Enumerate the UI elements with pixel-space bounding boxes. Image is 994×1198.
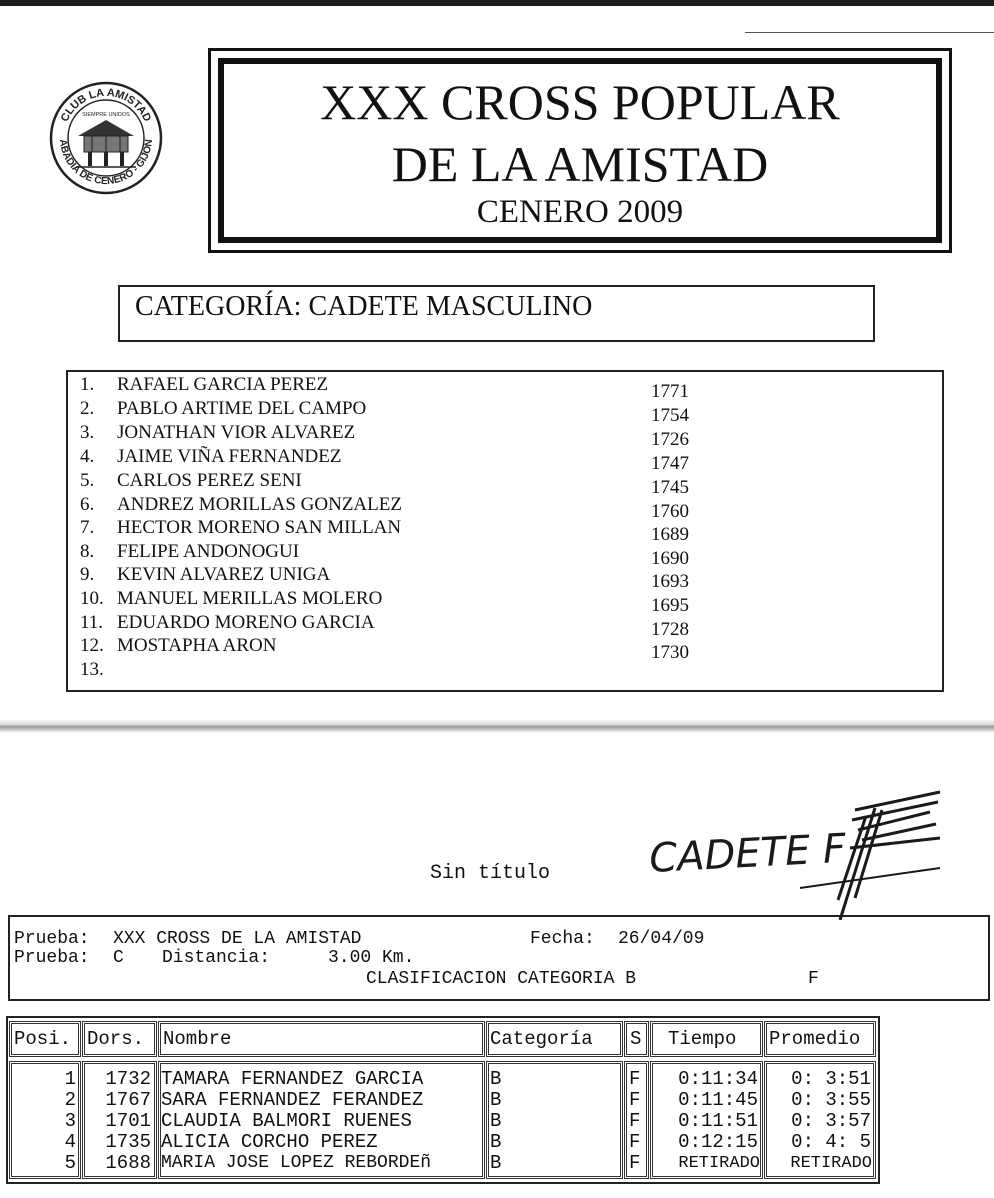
header-s: S bbox=[630, 1028, 642, 1050]
prueba-label: Prueba: bbox=[14, 929, 90, 949]
list-item: 3. JONATHAN VIOR ALVAREZ 1726 bbox=[80, 422, 689, 450]
list-item: 13. bbox=[80, 659, 104, 680]
svg-text:CADETE F: CADETE F bbox=[648, 825, 848, 882]
header-posi: Posi. bbox=[14, 1028, 72, 1050]
prueba2-label: Prueba: bbox=[14, 948, 90, 968]
distancia-value: 3.00 Km. bbox=[328, 948, 415, 968]
list-item: 5. CARLOS PEREZ SENI 1745 bbox=[80, 470, 689, 498]
list-item: 12. MOSTAPHA ARON 1730 bbox=[80, 635, 689, 663]
logo-ring-bottom: ABADIA DE CENERO - GIJON bbox=[56, 138, 156, 188]
scan-edge-top bbox=[0, 0, 994, 6]
header-tiempo: Tiempo bbox=[668, 1028, 737, 1050]
category-label: CATEGORÍA: CADETE MASCULINO bbox=[135, 291, 593, 322]
body-cell-categoria bbox=[486, 1061, 623, 1179]
event-title-line1: XXX CROSS POPULAR bbox=[320, 74, 840, 130]
logo-motto: SIEMPRE UNIDOS bbox=[82, 112, 130, 118]
list-item: 4. JAIME VIÑA FERNANDEZ 1747 bbox=[80, 446, 689, 474]
header-promedio: Promedio bbox=[769, 1028, 861, 1050]
scan-line bbox=[745, 32, 994, 33]
prueba-name: XXX CROSS DE LA AMISTAD bbox=[113, 929, 362, 949]
event-title-line2: DE LA AMISTAD bbox=[391, 136, 769, 192]
printout-page-title: Sin título bbox=[430, 862, 551, 885]
list-item: 9. KEVIN ALVAREZ UNIGA 1693 bbox=[80, 564, 689, 592]
list-item: 1. RAFAEL GARCIA PEREZ 1771 bbox=[80, 374, 689, 402]
page-fold-shadow bbox=[0, 719, 994, 733]
header-nombre: Nombre bbox=[163, 1028, 232, 1050]
distancia-label: Distancia: bbox=[162, 948, 271, 968]
fecha-label: Fecha: bbox=[530, 929, 595, 949]
club-logo bbox=[48, 74, 164, 202]
handwritten-note bbox=[640, 780, 960, 920]
logo-ring-top: CLUB LA AMISTAD bbox=[58, 86, 154, 124]
list-item: 11. EDUARDO MORENO GARCIA 1728 bbox=[80, 612, 689, 640]
list-item: 7. HECTOR MORENO SAN MILLAN 1689 bbox=[80, 517, 689, 545]
list-item: 10. MANUEL MERILLAS MOLERO 1695 bbox=[80, 588, 689, 616]
clasificacion-sex: F bbox=[808, 969, 819, 989]
list-item: 2. PABLO ARTIME DEL CAMPO 1754 bbox=[80, 398, 689, 426]
fecha-value: 26/04/09 bbox=[618, 929, 705, 949]
header-categoria: Categoría bbox=[490, 1028, 593, 1050]
header-dors: Dors. bbox=[87, 1028, 145, 1050]
clasificacion-title: CLASIFICACION CATEGORIA B bbox=[366, 969, 637, 989]
list-item: 6. ANDREZ MORILLAS GONZALEZ 1760 bbox=[80, 494, 689, 522]
list-item: 8. FELIPE ANDONOGUI 1690 bbox=[80, 541, 689, 569]
prueba2-value: C bbox=[113, 948, 124, 968]
event-title-line3: CENERO 2009 bbox=[476, 194, 684, 230]
